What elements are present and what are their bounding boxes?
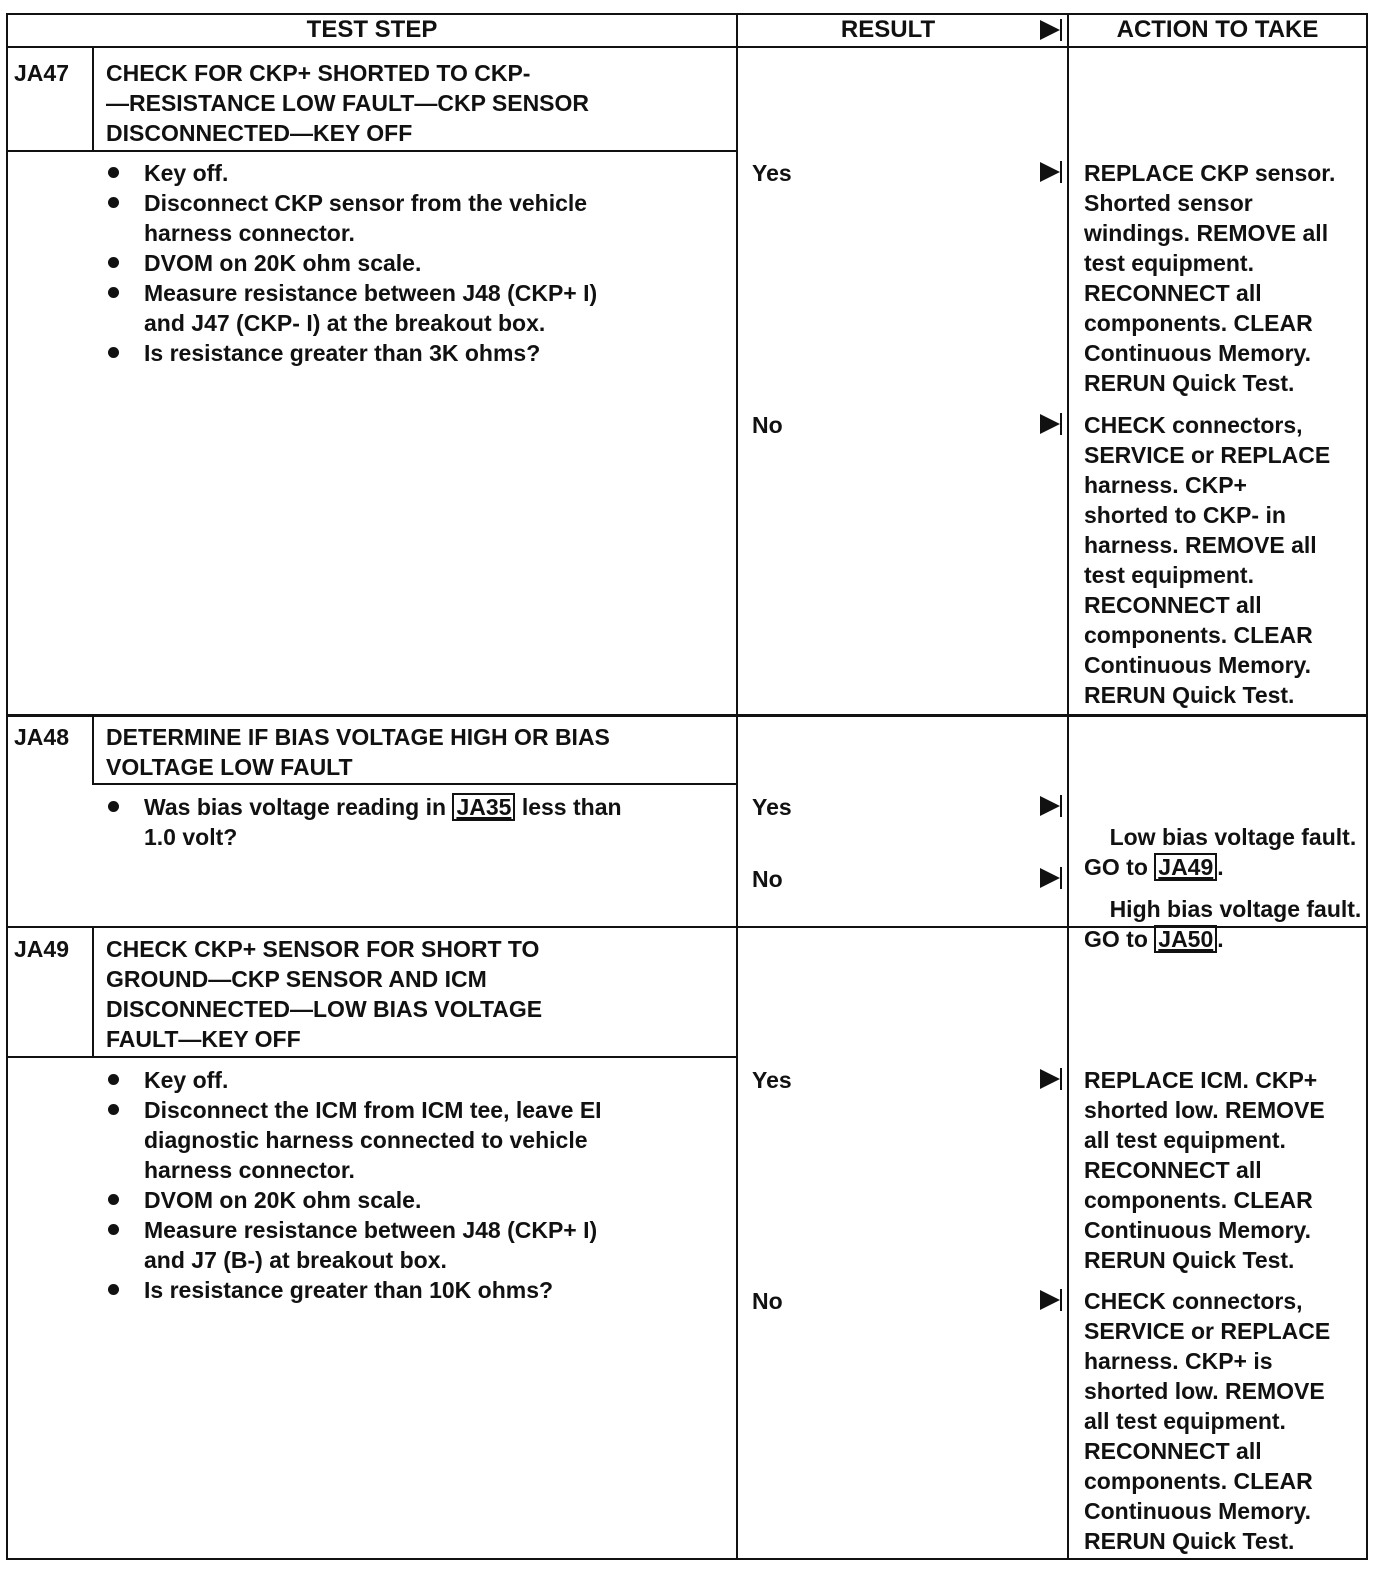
bullet-icon [108,257,119,268]
header-bottom-border [6,46,1368,48]
header-action: ACTION TO TAKE [1116,16,1319,43]
table-bottom-border [6,1558,1368,1560]
step-title-line: —RESISTANCE LOW FAULT—CKP SENSOR [106,90,590,116]
action-text: REPLACE ICM. CKP+ shorted low. REMOVE all test equipment. RECONNECT all components. CLEAR Continuous Memory. RERUN Quick Test. [1084,1067,1325,1273]
action-text: High bias voltage fault. GO to JA50 . [1084,896,1362,952]
instruction-item: Measure resistance between J48 (CKP+ I) and J47 (CKP- I) at the breakout box. [104,278,597,338]
instruction-list [104,792,622,852]
result-arrow-bar [1060,1289,1062,1311]
instruction-list [104,158,597,368]
instruction-item: DVOM on 20K ohm scale. [104,1185,602,1215]
bullet-icon [108,1104,119,1115]
result-arrow-icon [1040,796,1060,816]
action-text: CHECK connectors, SERVICE or REPLACE harness. CKP+ is shorted low. REMOVE all test equipment. RECONNECT all components. CLEAR Continuous Memory. RERUN Quick Test. [1084,1288,1331,1554]
goto-reference-link[interactable]: JA49 [1154,853,1217,881]
step-id-divider-ja49 [92,928,94,1058]
bullet-icon [108,1224,119,1235]
step-title-line: CHECK FOR CKP+ SHORTED TO CKP- [106,60,531,86]
result-arrow-bar [1060,413,1062,435]
action-text: Low bias voltage fault. GO to JA49 . [1084,824,1357,880]
step-id: JA48 [14,724,69,750]
bullet-icon [108,287,119,298]
bullet-icon [108,1284,119,1295]
bullet-icon [108,347,119,358]
title-underline-ja49 [6,1056,738,1058]
result-no: No [752,412,783,438]
result-arrow-bar [1060,1068,1062,1090]
step-id: JA49 [14,936,69,962]
instruction-question: Was bias voltage reading in JA35 less than 1.0 volt? [104,792,622,852]
result-arrow-bar [1060,867,1062,889]
instruction-item: Disconnect the ICM from ICM tee, leave EI diagnostic harness connected to vehicle harness connector. [104,1095,602,1185]
result-arrow-icon [1040,414,1060,434]
title-underline-ja47 [6,150,738,152]
column-divider-action [1067,13,1069,1560]
result-yes: Yes [752,1067,792,1093]
step-title-line: DISCONNECTED—LOW BIAS VOLTAGE [106,996,543,1022]
result-arrow-icon [1040,1290,1060,1310]
instruction-question: Is resistance greater than 3K ohms? [104,338,597,368]
instruction-item: DVOM on 20K ohm scale. [104,248,597,278]
instruction-question: Is resistance greater than 10K ohms? [104,1275,602,1305]
result-arrow-bar [1060,161,1062,183]
action-text: REPLACE CKP sensor. Shorted sensor windings. REMOVE all test equipment. RECONNECT all components. CLEAR Continuous Memory. RERUN Quick Test. [1084,160,1336,396]
step-id-divider-ja48 [92,717,94,785]
result-yes: Yes [752,794,792,820]
result-arrow-icon [1040,1069,1060,1089]
result-yes: Yes [752,160,792,186]
column-divider-result [736,13,738,1560]
step-divider-ja48 [6,714,1368,717]
step-title-line: GROUND—CKP SENSOR AND ICM [106,966,487,992]
bullet-icon [108,801,119,812]
step-title-line: FAULT—KEY OFF [106,1026,301,1052]
instruction-item: Key off. [104,158,597,188]
goto-reference-link[interactable]: JA50 [1154,925,1217,953]
step-id: JA47 [14,60,69,86]
header-result: RESULT [840,16,936,43]
action-text: CHECK connectors, SERVICE or REPLACE harness. CKP+ shorted to CKP- in harness. REMOVE all test equipment. RECONNECT all components. CLEAR Continuous Memory. RERUN Quick Test. [1084,412,1331,708]
step-reference-link[interactable]: JA35 [452,793,515,821]
table-left-border [6,13,8,1560]
result-no: No [752,866,783,892]
step-title-line: CHECK CKP+ SENSOR FOR SHORT TO [106,936,540,962]
instruction-item: Disconnect CKP sensor from the vehicle harness connector. [104,188,597,248]
step-title-line: DETERMINE IF BIAS VOLTAGE HIGH OR BIAS [106,724,610,750]
header-arrow-icon [1040,20,1060,40]
bullet-icon [108,1074,119,1085]
bullet-icon [108,1194,119,1205]
result-arrow-icon [1040,162,1060,182]
step-title-line: DISCONNECTED—KEY OFF [106,120,413,146]
instruction-item: Key off. [104,1065,602,1095]
instruction-list [104,1065,602,1305]
result-arrow-icon [1040,868,1060,888]
bullet-icon [108,197,119,208]
result-no: No [752,1288,783,1314]
result-arrow-bar [1060,795,1062,817]
table-right-border [1366,13,1368,1560]
header-arrow-bar [1060,19,1062,41]
step-title-line: VOLTAGE LOW FAULT [106,754,353,780]
title-underline-ja48 [92,783,738,785]
step-id-divider-ja47 [92,48,94,152]
header-test-step: TEST STEP [306,16,438,43]
bullet-icon [108,167,119,178]
instruction-item: Measure resistance between J48 (CKP+ I) and J7 (B-) at breakout box. [104,1215,602,1275]
